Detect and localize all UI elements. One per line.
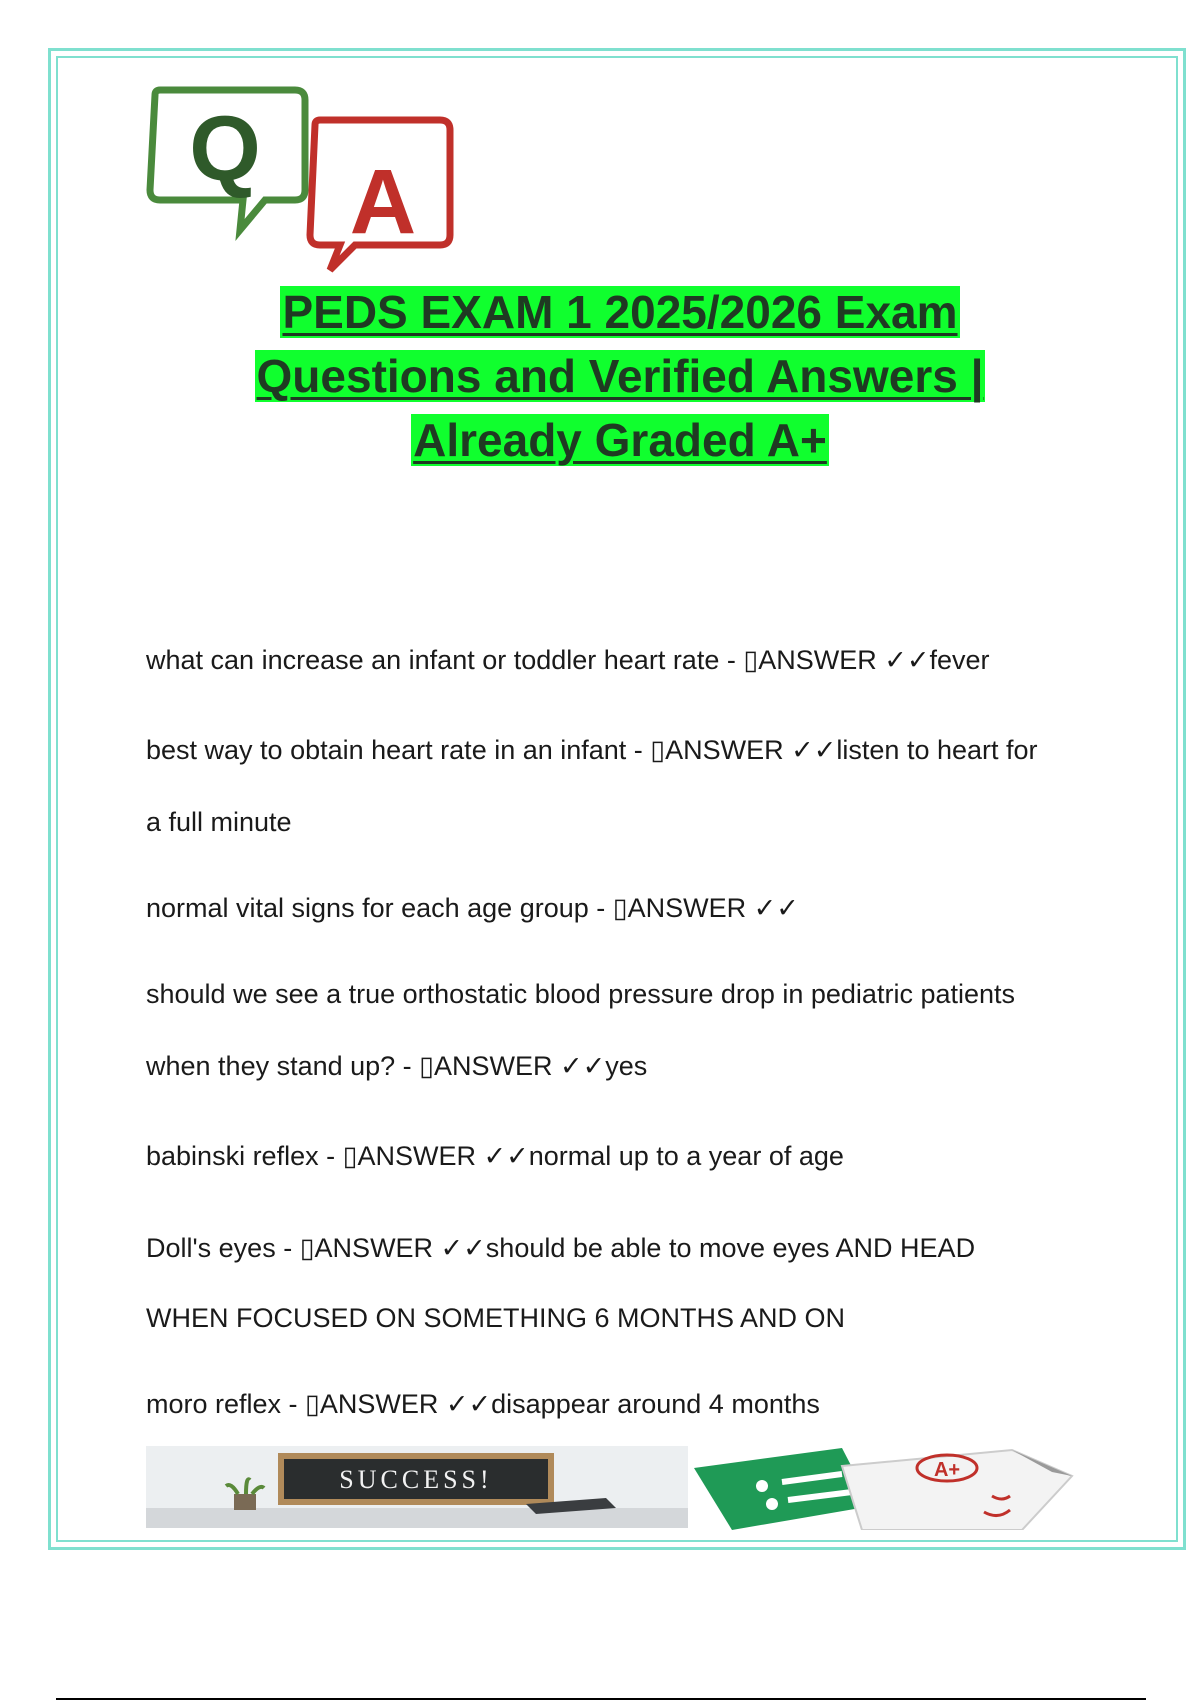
page-title — [140, 280, 1100, 472]
title-line-2: Questions and Verified Answers | — [256, 350, 984, 402]
success-banner-image — [146, 1446, 688, 1528]
qa-line: when they stand up? - ▯ANSWER ✓✓yes — [146, 1051, 648, 1081]
success-sign-text: SUCCESS! — [339, 1465, 493, 1494]
qa-line: Doll's eyes - ▯ANSWER ✓✓should be able to move eyes AND HEAD — [146, 1233, 976, 1263]
qa-line: a full minute — [146, 807, 292, 837]
title-line-3: Already Graded A+ — [413, 414, 827, 466]
qa-line: WHEN FOCUSED ON SOMETHING 6 MONTHS AND ON — [146, 1303, 846, 1333]
qa-line: best way to obtain heart rate in an infant - ▯ANSWER ✓✓listen to heart for — [146, 735, 1038, 765]
qa-logo-icon — [145, 85, 490, 285]
grade-mark-text: A+ — [933, 1459, 961, 1481]
title-line-1: PEDS EXAM 1 2025/2026 Exam — [282, 286, 958, 338]
graded-paper-image — [692, 1446, 1082, 1530]
qa-line: what can increase an infant or toddler heart rate - ▯ANSWER ✓✓fever — [146, 645, 990, 675]
q-letter: Q — [189, 98, 261, 200]
qa-line: normal vital signs for each age group - ▯ANSWER ✓✓ — [146, 893, 799, 923]
a-letter: A — [349, 151, 417, 253]
qa-line: babinski reflex - ▯ANSWER ✓✓normal up to a year of age — [146, 1141, 844, 1171]
qa-line: moro reflex - ▯ANSWER ✓✓disappear around 4 months — [146, 1389, 820, 1419]
qa-line: should we see a true orthostatic blood pressure drop in pediatric patients — [146, 979, 1016, 1009]
